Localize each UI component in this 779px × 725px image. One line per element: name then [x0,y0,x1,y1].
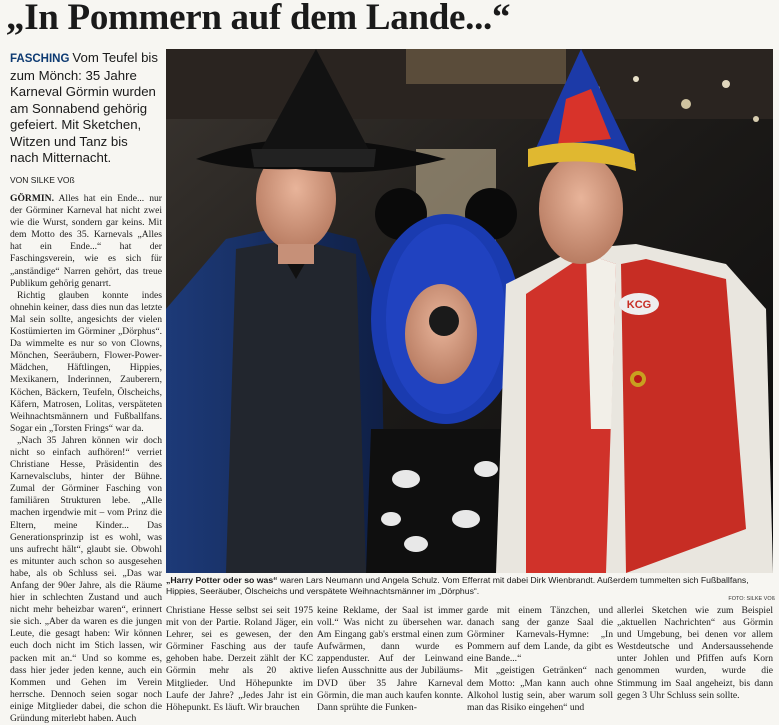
photo-credit: FOTO: SILKE VOß [728,596,775,602]
column5-text: allerlei Sketchen wie zum Beispiel „aktuellen Nachrichten“ aus Görmin und Umgebung, bei denen vor allem Westdeutsche und Andersaussehende unter Johlen und Pfiffen aufs Korn genommen wurden, wurde die Stimmung im Saal angeheizt, bis dann gegen 3 Uhr Schluss sein sollte. [617,605,773,701]
deck-text: Vom Teufel bis zum Mönch: 35 Jahre Karneval Görmin wurden am Sonnabend gehörig gefeiert. Mit Sketchen, Witzen und Tanz bis nach Mitternacht. [10,50,158,165]
article-column-1 [10,193,163,725]
photo-caption [166,575,773,597]
column4-p1: garde mit einem Tänzchen, und danach sang der ganze Saal die Görminer Karnevals-Hymne: „In Pommern auf dem Lande, da gibt es eine Bande...“ [467,605,613,665]
caption-text: waren Lars Neumann und Angela Schulz. Vom Efferrat mit dabei Dirk Wienbrandt. Außerdem tummelten sich Fußballfans, Hippies, Seeräuber, Ölscheichs und verspätete Weihnachtsmänner im „Dörphus“. [166,575,749,596]
paragraph-2: Richtig glauben konnte indes ohnehin keiner, dass dies nun das letzte Mal sein sollte, angesichts der vielen Kostümierten im Görminer „Dörphus“. Da wimmelte es nur so von Clowns, Mönchen, Seeräubern, Flower-Power-Mädchen, Häftlingen, Hippies, Mexikanern, Inderinnen, Zauberern, Köchen, Bäckern, Teufeln, Ölscheichs, Käfern, Matrosen, Lolitas, verspäteten Weihnachtsmännern und Fußballfans. Sogar ein „Torsten Frings“ war da. [10,289,162,434]
section-kicker: FASCHING [10,53,70,65]
column3-text: keine Reklame, der Saal ist immer voll.“ Was nicht zu übersehen war. Am Eingang gab's erstmal einen zum Aufwärmen, dann wurde es zappenduster. Auf der Leinwand liefen Ausschnitte aus der Jubiläums-DVD über 35 Jahre Karneval Görmin, die man auch kaufen konnte. Dann sprühte die Funken- [317,605,463,713]
article-column-2 [166,605,313,713]
article-column-4 [467,605,613,713]
kcg-badge: KCG [626,299,652,311]
caption-lead: „Harry Potter oder so was“ [166,575,278,585]
byline: VON SILKE VOß [10,175,75,185]
article-column-5 [617,605,773,707]
article-column-3 [317,605,463,713]
paragraph-3: „Nach 35 Jahren können wir doch nicht so einfach aufhören!“ verriet Christiane Hesse, Präsidentin des Karnevalsclubs, hinter der Bühne. Zumal der Görminer Fasching von familiären Strukturen lebe. „Alle machen irgendwie mit – vom Prinz die Eltern, meine Kinder... Das Generationsprinzip ist es wohl, was uns aufrecht hält“, glaubt sie. Obwohl es mitunter auch schon so ausgesehen habe, als ob Schluss sei. „Das war Anfang der 90er Jahre, als die Räume hier in schlechten Zustand und auch nicht mehr beheizbar waren“, erinnert sie sich. „Aber da waren es die jungen Leute, die gesagt haben: Wir können euch doch nicht im Stich lassen, wir packen mit an.“ Und so komme es, dass hier jeder jeden kenne, auch ein Kommen und Gehen im Verein herrsche. Dennoch seien sogar noch einige Mitglieder dabei, die schon die Gründung miterlebt haben. Auch [10,434,162,725]
paragraph-1: Alles hat ein Ende... nur der Görminer Karneval hat nicht zwei wie die Wurst, sondern gar keins. Mit dem Motto des 35. Karnevals „Alles hat ein Ende...“ hat der Faschingsverein, wie es sich für „anständige“ Narren gehört, das treue Publikum gehörig genarrt. [10,193,163,289]
dateline: GÖRMIN. [10,193,54,204]
column2-text: Christiane Hesse selbst sei seit 1975 mit von der Partie. Roland Jäger, ein Lehrer, sei es gewesen, der den Görminer Fasching aus der taufe gehoben habe. Derzeit zählt der KC Görmin mehr als 20 aktive Mitglieder. Und Höhepunkte im Laufe der Jahre? „Jedes Jahr ist ein Höhepunkt. Es läuft. Wir brauchen [166,605,313,713]
article-deck [10,50,160,167]
carnival-photo [166,49,773,573]
headline: „In Pommern auf dem Lande...“ [6,0,511,38]
column4-p2: Mit „geistigen Getränken“ nach dem Motto: „Man kann auch ohne Alkohol lustig sein, aber warum soll man das Risiko eingehen“ und [467,665,613,713]
